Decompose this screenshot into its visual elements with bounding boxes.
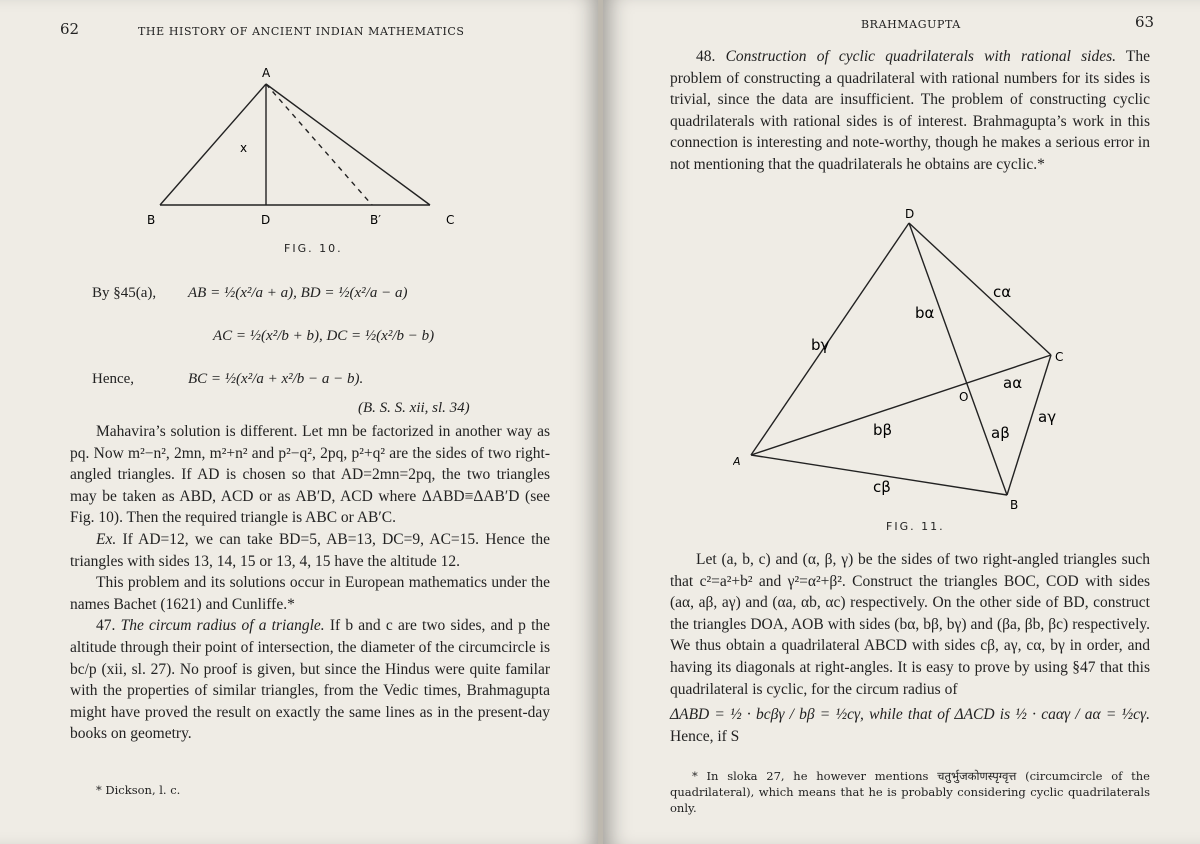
para-section-48	[670, 46, 1150, 176]
label-c: C	[446, 213, 455, 227]
circumradius-tail: Hence, if S	[670, 727, 740, 745]
page-number: 63	[1135, 13, 1155, 31]
label-b-prime: B′	[370, 213, 381, 227]
label-d: D	[261, 213, 271, 227]
label-b-alpha: bα	[915, 304, 935, 322]
label-a-alpha: aα	[1003, 374, 1023, 392]
left-footnote: * Dickson, l. c.	[96, 783, 181, 797]
label-o: O	[959, 390, 969, 404]
right-footnote: * In sloka 27, he however mentions चतुर्भुजकोणस्पृग्वृत्त (circumcircle of the quadrilateral), which means that he is probably considering cyclic quadrilaterals only.	[670, 769, 1150, 815]
side-dc	[909, 223, 1051, 355]
section-48-number: 48.	[696, 48, 716, 65]
label-a: A	[733, 455, 741, 468]
section-47-text: If b and c are two sides, and p the altitude through their point of intersection, the diameter of the circumcircle is bc/p (xii, sl. 27). No proof is given, but since the Hindus were quite familar with the properties of similar triangles, from the Vedic times, Brahmagupta might have proved the result on exactly the same lines as in the present-day books on geometry.	[70, 617, 551, 743]
eq-bc: BC = ½(x²/a + x²/b − a − b).	[188, 371, 364, 387]
left-body	[70, 421, 550, 745]
side-ab	[160, 84, 266, 205]
label-c-beta: cβ	[873, 478, 891, 496]
para-bachet: This problem and its solutions occur in European mathematics under the names Bachet (1621) and Cunliffe.*	[70, 574, 550, 613]
label-d: D	[905, 207, 915, 221]
eq-ab-bd: AB = ½(x²/a + a), BD = ½(x²/a − a)	[188, 285, 408, 301]
label-a-beta: aβ	[991, 424, 1010, 442]
label-b: B	[147, 213, 156, 227]
fig11-caption: FIG. 11.	[886, 520, 945, 533]
label-a-gamma: aγ	[1038, 408, 1057, 426]
side-ab-prime	[266, 84, 372, 205]
circumradius-formula: ΔABD = ½ · bcβγ / bβ = ½cγ, while that of ΔACD is ½ · caαγ / aα = ½cγ.	[670, 706, 1150, 724]
label-a: A	[262, 66, 271, 80]
para-example	[70, 529, 550, 572]
section-48-text: The problem of constructing a quadrilateral with rational numbers for its sides is trivial, since the data are insufficient. The problem of constructing cyclic quadrilaterals with rational sides is of interest. Brahmagupta’s work in this connection is interesting and note-worthy, though he makes a serious error in not mentioning that the quadrilaterals he obtains are cyclic.*	[670, 48, 1151, 173]
label-b: B	[1010, 498, 1019, 512]
figure-10	[130, 62, 470, 252]
running-head: THE HISTORY OF ANCIENT INDIAN MATHEMATICS	[138, 25, 465, 38]
label-x: x	[240, 141, 248, 155]
page-number: 62	[60, 20, 80, 38]
label-b-beta: bβ	[873, 421, 893, 439]
para-construction: Let (a, b, c) and (α, β, γ) be the sides of two right-angled triangles such that c²=a²+b² and γ²=α²+β². Construct the triangles BOC, COD with sides (aα, aβ, aγ) and (αa, αb, αc) respectively. On the other side of BD, construct the triangles DOA, AOB with sides (bα, bβ, bγ) and (βa, βb, βc) respectively. We thus obtain a quadrilateral ABCD with sides cβ, aγ, cα, bγ in order, and having its diagonals at right-angles. It is easy to prove by using §47 that this quadrilateral is cyclic, for the circum radius of	[670, 551, 1150, 698]
running-head: BRAHMAGUPTA	[861, 18, 961, 31]
example-text: If AD=12, we can take BD=5, AB=13, DC=9, AC=15. Hence the triangles with sides 13, 14, 15 or 13, 4, 15 have the altitude 12.	[70, 530, 550, 570]
label-c: C	[1055, 350, 1064, 364]
side-ac	[266, 84, 430, 205]
eq-by-label: By §45(a),	[92, 285, 157, 301]
section-47-title: The circum radius of a triangle.	[120, 617, 325, 635]
eq-ac-dc: AC = ½(x²/b + b), DC = ½(x²/b − b)	[213, 328, 435, 344]
right-body-top	[670, 46, 1150, 176]
para-mahavira: Mahavira’s solution is different. Let mn be factorized in another way as pq. Now m²−n², 2mn, m²+n² and p²−q², 2pq, p²+q² are the sides of two right-angled triangles. If AD is chosen so that AD=2mn=2pq, the two triangles may be taken as ABD, ACD or as AB′D, ACD where ΔABD≡ΔAB′D (see Fig. 10). Then the required triangle is ABC or AB′C.	[70, 423, 550, 527]
eq-reference: (B. S. S. xii, sl. 34)	[358, 400, 470, 416]
label-b-gamma: bγ	[811, 336, 830, 354]
fig10-caption: FIG. 10.	[284, 242, 343, 255]
figure-11	[733, 205, 1073, 525]
para-section-47	[70, 615, 550, 745]
section-48-title: Construction of cyclic quadrilaterals with rational sides.	[725, 48, 1116, 65]
section-47-number: 47.	[96, 617, 116, 635]
diagonal-db	[909, 223, 1007, 495]
eq-hence-label: Hence,	[92, 371, 135, 387]
right-body-bottom	[670, 549, 1150, 747]
label-c-alpha: cα	[993, 283, 1012, 301]
right-page	[603, 0, 1200, 844]
example-label: Ex.	[96, 530, 117, 548]
para-circumradius	[670, 704, 1150, 747]
